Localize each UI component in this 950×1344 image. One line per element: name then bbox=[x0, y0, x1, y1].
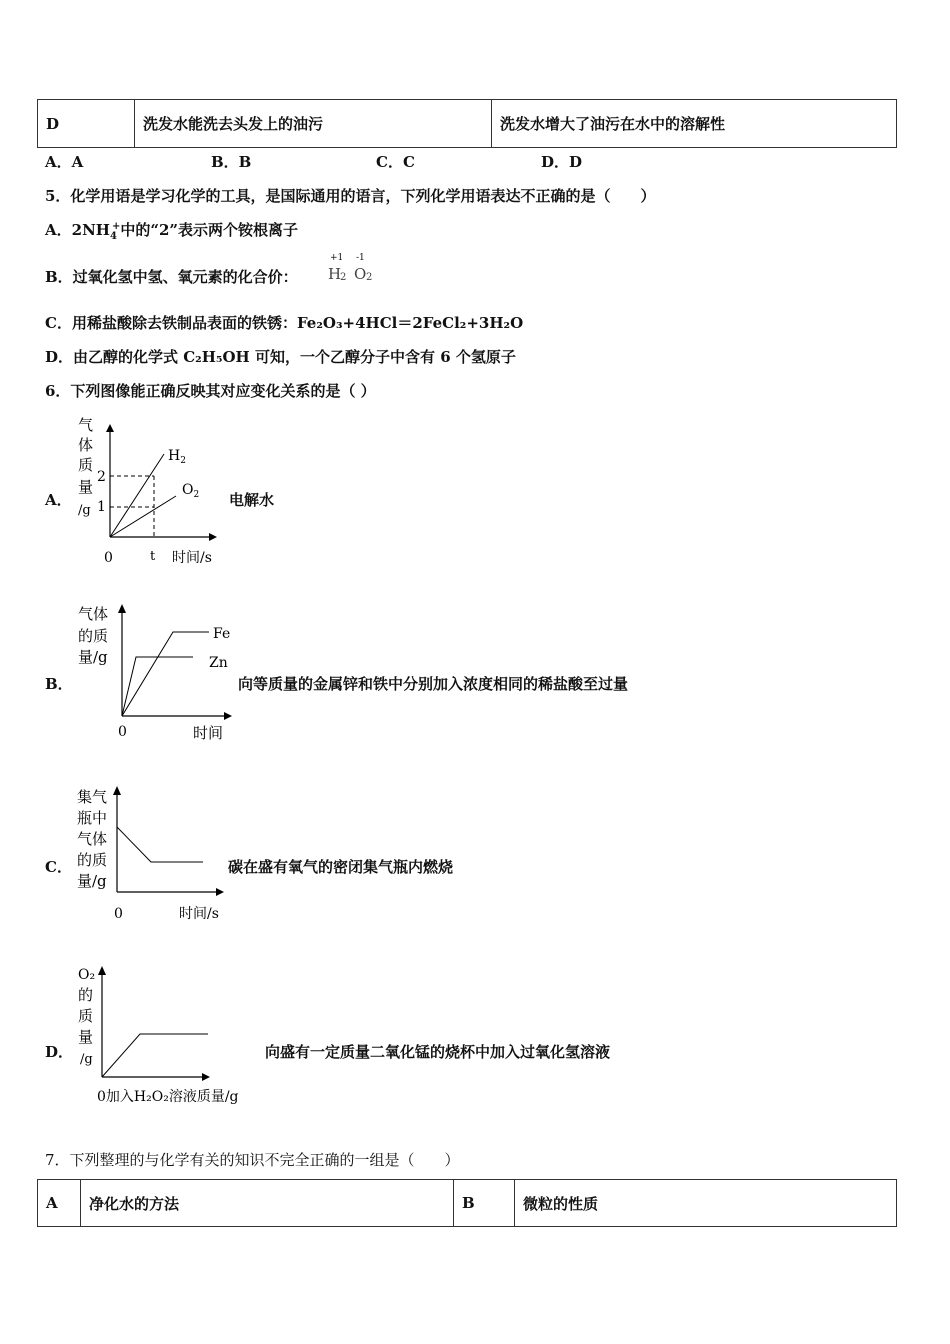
q6-d-desc: 向盛有一定质量二氧化锰的烧杯中加入过氧化氢溶液 bbox=[265, 1043, 611, 1061]
q7-cell-b: B bbox=[454, 1180, 515, 1227]
q6-d-line-o2 bbox=[102, 1034, 208, 1077]
q7-table bbox=[37, 1179, 897, 1227]
q6-c-ylabel-1: 瓶中 bbox=[77, 809, 108, 827]
q4-option-c: C．C bbox=[376, 153, 415, 171]
q5-a-post: 中的“2”表示两个铵根离子 bbox=[120, 221, 299, 239]
q6-b-ylabel-2: 量/g bbox=[78, 648, 108, 666]
q6-b-ylabel-1: 的质 bbox=[78, 627, 109, 645]
q6-c-x-arrow bbox=[216, 888, 224, 896]
q7-cell-a-topic: 净化水的方法 bbox=[81, 1180, 454, 1227]
q6-d-y-arrow bbox=[98, 966, 106, 975]
q6-a-tick-t: t bbox=[150, 549, 156, 564]
top-table-cell-fact: 洗发水能洗去头发上的油污 bbox=[135, 100, 492, 148]
q6-b-legend-zn: Zn bbox=[209, 655, 228, 671]
q6-d-ylabel-1: 的 bbox=[78, 986, 94, 1004]
q6-c-ylabel-4: 量/g bbox=[77, 872, 107, 890]
q6-d-ylabel-3: 量 bbox=[78, 1028, 94, 1046]
q6-b-chart bbox=[75, 598, 240, 746]
q6-c-y-arrow bbox=[113, 786, 121, 795]
q5-d-formula: C₂H₅OH bbox=[183, 348, 250, 366]
top-table-cell-reason: 洗发水增大了油污在水中的溶解性 bbox=[492, 100, 897, 148]
q6-d-xlabel: 0加入H₂O₂溶液质量/g bbox=[97, 1089, 239, 1105]
q4-option-d: D．D bbox=[541, 153, 583, 171]
q6-c-ylabel-2: 气体 bbox=[77, 830, 108, 848]
q6-a-legend-o2: $O_2$ bbox=[182, 482, 200, 500]
q5-b-2b: 2 bbox=[366, 272, 373, 283]
q6-a-tick-2: 2 bbox=[97, 469, 106, 485]
q5-option-d bbox=[45, 346, 516, 367]
q6-a-ylabel-1: 体 bbox=[78, 436, 94, 454]
q6-a-x-arrow bbox=[209, 533, 217, 541]
q5-a-pre: A．2NH bbox=[45, 221, 110, 239]
q7-stem: 7．下列整理的与化学有关的知识不完全正确的一组是（ ） bbox=[45, 1151, 460, 1169]
top-table-cell-label: D bbox=[38, 100, 135, 148]
q6-c-chart bbox=[75, 782, 235, 927]
q6-b-y-arrow bbox=[118, 604, 126, 613]
q4-option-b: B．B bbox=[211, 153, 252, 171]
q6-c-desc: 碳在盛有氧气的密闭集气瓶内燃烧 bbox=[228, 858, 454, 876]
q5-b-valence bbox=[328, 253, 388, 285]
q7-cell-a: A bbox=[38, 1180, 81, 1227]
q6-a-ylabel-0: 气 bbox=[78, 416, 94, 434]
q5-option-c bbox=[45, 312, 523, 333]
q6-c-ylabel-3: 的质 bbox=[77, 851, 108, 869]
q5-c-text: C．用稀盐酸除去铁制品表面的铁锈： bbox=[45, 314, 297, 332]
q6-c-label: C． bbox=[45, 858, 72, 876]
q7-cell-b-topic: 微粒的性质 bbox=[515, 1180, 897, 1227]
q6-b-desc: 向等质量的金属锌和铁中分别加入浓度相同的稀盐酸至过量 bbox=[238, 675, 629, 693]
top-table bbox=[37, 99, 897, 148]
q5-d-post: 可知，一个乙醇分子中含有 6 个氢原子 bbox=[254, 348, 516, 366]
q4-option-a: A．A bbox=[45, 153, 84, 171]
q6-a-ylabel-3: 量 bbox=[78, 478, 94, 496]
q5-b-o: O bbox=[354, 265, 367, 283]
q5-a-sub: 4 bbox=[109, 231, 117, 242]
q6-d-ylabel-4: /g bbox=[80, 1052, 93, 1067]
q6-d-label: D． bbox=[45, 1043, 74, 1061]
q6-a-legend-h2: $H_2$ bbox=[168, 448, 186, 466]
q5-c-formula: Fe₂O₃+4HCl＝2FeCl₂+3H₂O bbox=[296, 314, 524, 332]
q6-b-ylabel-0: 气体 bbox=[78, 605, 109, 623]
q6-c-xlabel: 时间/s bbox=[179, 906, 219, 922]
q5-a-sup: + bbox=[111, 221, 121, 232]
q5-stem: 5．化学用语是学习化学的工具，是国际通用的语言，下列化学用语表达不正确的是（ ） bbox=[45, 187, 656, 205]
q6-a-chart bbox=[72, 412, 232, 572]
q6-d-ylabel-0: O₂ bbox=[78, 967, 96, 983]
q5-b-h: H bbox=[328, 265, 342, 283]
q6-stem: 6．下列图像能正确反映其对应变化关系的是（ ） bbox=[45, 382, 376, 400]
q6-b-xlabel: 时间 bbox=[193, 724, 224, 742]
q6-b-line-zn bbox=[122, 657, 193, 716]
q6-c-ylabel-0: 集气 bbox=[77, 788, 108, 806]
q6-c-origin: 0 bbox=[114, 906, 123, 922]
q6-b-line-fe bbox=[122, 632, 209, 716]
q5-option-b: B．过氧化氢中氢、氧元素的化合价： bbox=[45, 268, 298, 286]
q6-b-x-arrow bbox=[224, 712, 232, 720]
q6-a-line-o2 bbox=[110, 496, 176, 537]
q6-a-xlabel: 时间/s bbox=[172, 550, 212, 566]
q6-a-line-h2 bbox=[110, 454, 164, 537]
q6-d-x-arrow bbox=[202, 1073, 210, 1081]
q6-a-tick-1: 1 bbox=[97, 499, 106, 515]
q6-d-chart bbox=[75, 962, 270, 1110]
q6-d-ylabel-2: 质 bbox=[78, 1007, 94, 1025]
q6-a-ylabel-2: 质 bbox=[78, 456, 94, 474]
q6-a-ylabel-4: /g bbox=[78, 503, 91, 518]
q6-c-line-gas bbox=[117, 827, 203, 862]
q6-b-label: B． bbox=[45, 675, 73, 693]
q6-a-origin: 0 bbox=[104, 550, 113, 566]
q5-d-lead: D．由乙醇的化学式 bbox=[45, 348, 184, 366]
q6-b-origin: 0 bbox=[118, 724, 127, 740]
q5-b-val-h: +1 bbox=[330, 253, 344, 263]
q6-a-desc: 电解水 bbox=[229, 491, 275, 509]
q5-b-2a: 2 bbox=[340, 272, 347, 283]
q6-a-y-arrow bbox=[106, 424, 114, 432]
q5-b-val-o: -1 bbox=[356, 253, 365, 263]
q6-b-legend-fe: Fe bbox=[213, 626, 231, 642]
q5-option-a bbox=[45, 219, 298, 242]
q6-a-label: A． bbox=[45, 491, 72, 509]
